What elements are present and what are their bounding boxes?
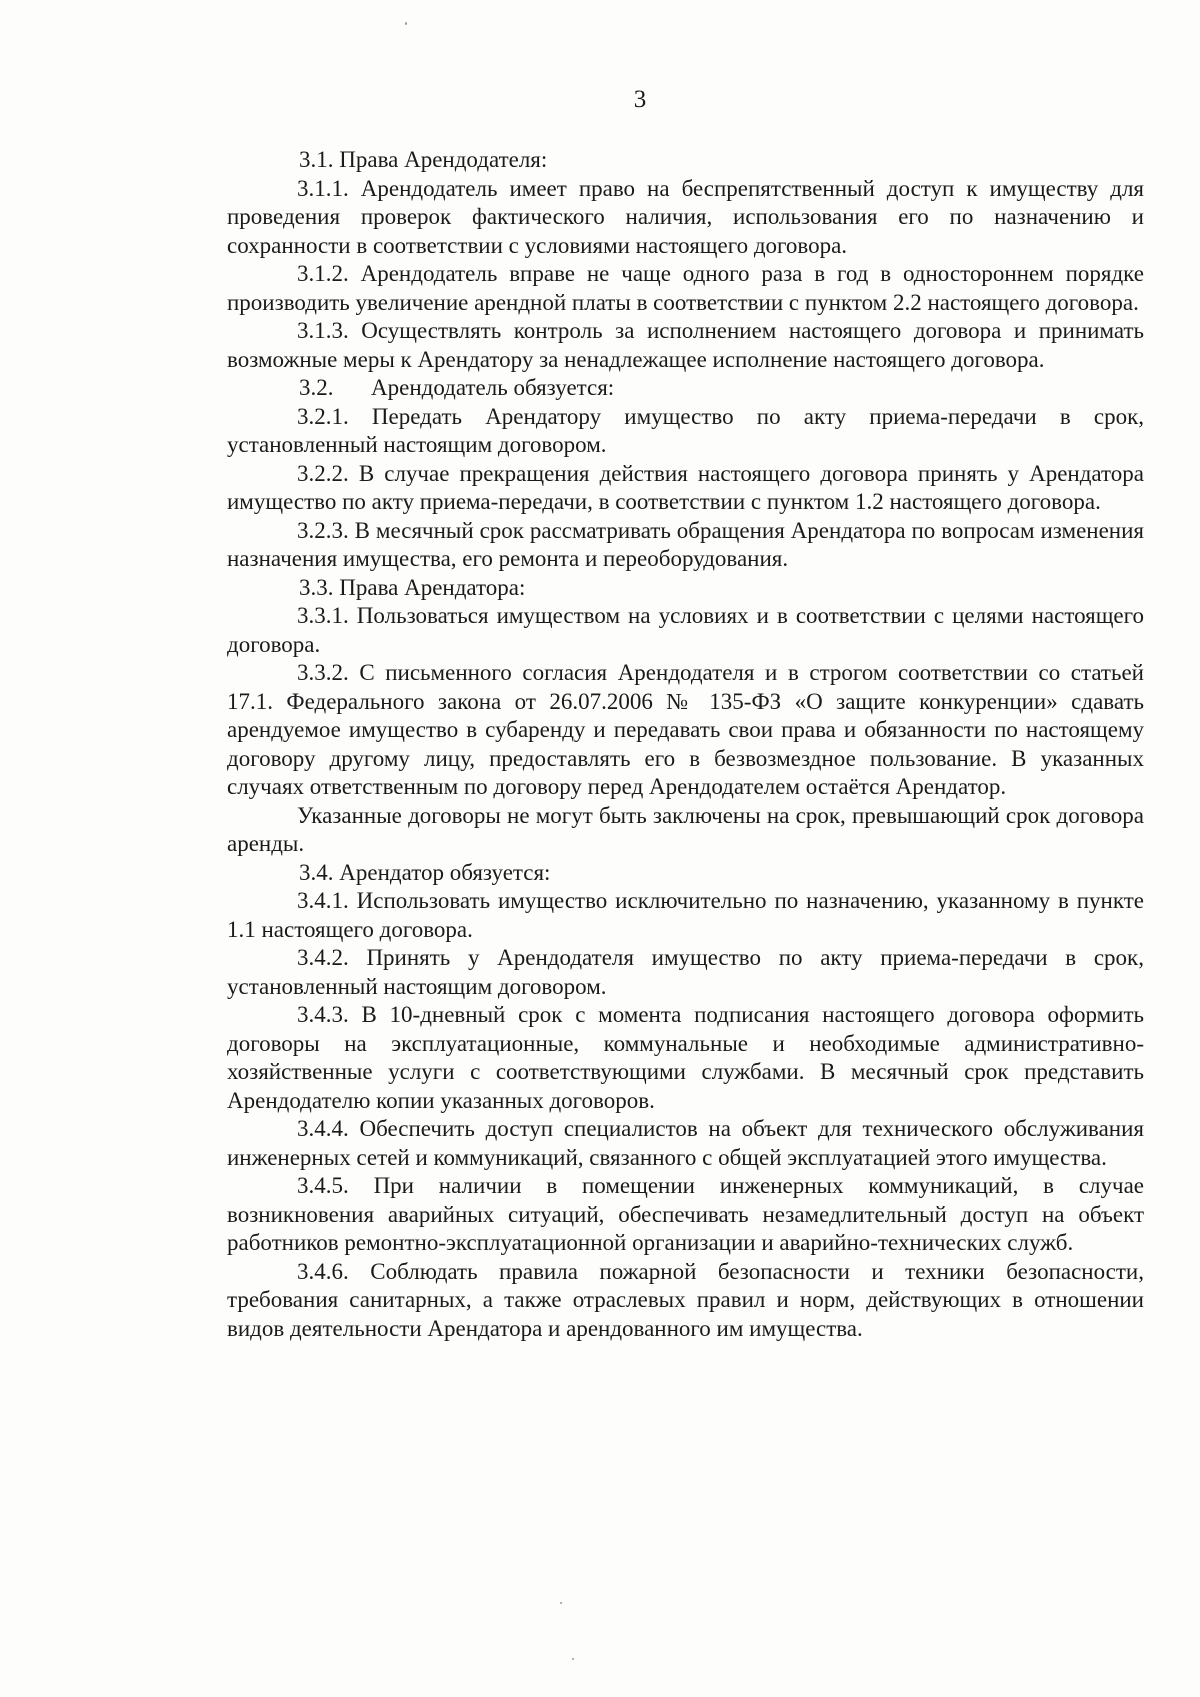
section-number-3-2: 3.2.: [299, 375, 334, 400]
clause-3-2-3: 3.2.3. В месячный срок рассматривать обращения Арендатора по вопросам изменения назначения имущества, его ремонта и переоборудования.: [227, 517, 1144, 571]
clause-3-1-1: 3.1.1. Арендодатель имеет право на беспрепятственный доступ к имуществу для проведения проверок фактического наличия, использования его по назначению и сохранности в соответствии с условиями настоящего договора.: [227, 175, 1144, 258]
clause-3-4-2: 3.4.2. Принять у Арендодателя имущество по акту приема-передачи в срок, установленный настоящим договором.: [227, 945, 1144, 999]
scan-speck: [560, 1602, 562, 1604]
clause-3-3-2-note: Указанные договоры не могут быть заключены на срок, превышающий срок договора аренды.: [227, 802, 1144, 856]
clause-3-3-1: 3.3.1. Пользоваться имуществом на условиях и в соответствии с целями настоящего договора.: [227, 603, 1144, 657]
clause-3-2-1: 3.2.1. Передать Арендатору имущество по акту приема-передачи в срок, установленный настоящим договором.: [227, 403, 1144, 457]
section-heading-3-1: 3.1. Права Арендодателя:: [299, 147, 548, 172]
clause-3-2-2: 3.2.2. В случае прекращения действия настоящего договора принять у Арендатора имущество по акту приема-передачи, в соответствии с пунктом 1.2 настоящего договора.: [227, 460, 1144, 514]
section-heading-3-2: [227, 374, 1144, 403]
document-body: [227, 146, 1144, 1343]
clause-3-3-2: 3.3.2. С письменного согласия Арендодателя и в строгом соответствии со статьей 17.1. Федерального закона от 26.07.2006 № 135-ФЗ «О защите конкуренции» сдавать арендуемое имущество в субаренду и передавать свои права и обязанности по настоящему договору другому лицу, предоставлять его в безвозмездное пользование. В указанных случаях ответственным по договору перед Арендодателем остаётся Арендатор.: [227, 660, 1144, 799]
section-heading-3-3: 3.3. Права Арендатора:: [299, 574, 526, 600]
scan-speck: [405, 22, 407, 25]
clause-3-4-3: 3.4.3. В 10-дневный срок с момента подписания настоящего договора оформить договоры на эксплуатационные, коммунальные и необходимые административно-хозяйственные услуги с соответствующими службами. В месячный срок представить Арендодателю копии указанных договоров.: [227, 1002, 1144, 1113]
page-number: 3: [633, 86, 647, 113]
scan-speck: [572, 1658, 574, 1660]
clause-3-4-6: 3.4.6. Соблюдать правила пожарной безопасности и техники безопасности, требования санитарных, а также отраслевых правил и норм, действующих в отношении видов деятельности Арендатора и арендованного им имущества.: [227, 1258, 1144, 1341]
clause-3-4-1: 3.4.1. Использовать имущество исключительно по назначению, указанному в пункте 1.1 настоящего договора.: [227, 888, 1144, 942]
section-title-3-2: Арендодатель обязуется:: [371, 375, 615, 400]
clause-3-1-3: 3.1.3. Осуществлять контроль за исполнением настоящего договора и принимать возможные меры к Арендатору за ненадлежащее исполнение настоящего договора.: [227, 318, 1144, 372]
section-heading-3-4: 3.4. Арендатор обязуется:: [299, 859, 551, 885]
clause-3-1-2: 3.1.2. Арендодатель вправе не чаще одного раза в год в одностороннем порядке производить увеличение арендной платы в соответствии с пунктом 2.2 настоящего договора.: [227, 261, 1144, 315]
clause-3-4-5: 3.4.5. При наличии в помещении инженерных коммуникаций, в случае возникновения аварийных ситуаций, обеспечивать незамедлительный доступ на объект работников ремонтно-эксплуатационной организации и аварийно-технических служб.: [227, 1173, 1144, 1255]
clause-3-4-4: 3.4.4. Обеспечить доступ специалистов на объект для технического обслуживания инженерных сетей и коммуникаций, связанного с общей эксплуатацией этого имущества.: [227, 1116, 1144, 1170]
